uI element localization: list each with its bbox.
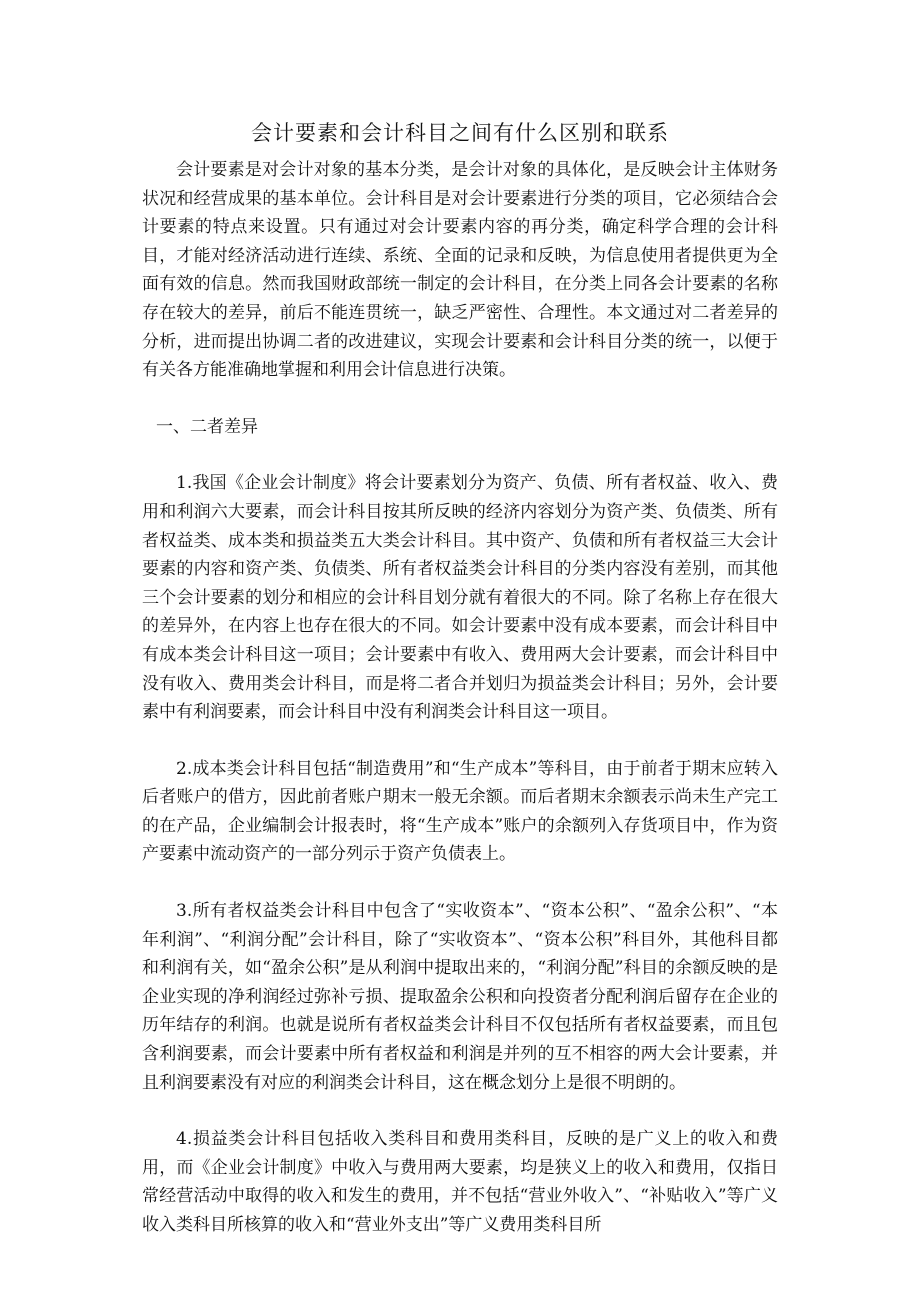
paragraph-gap — [142, 727, 778, 755]
body-paragraph-1: 1.我国《企业会计制度》将会计要素划分为资产、负债、所有者权益、收入、费用和利润六大要素，而会计科目按其所反映的经济内容划分为资产类、负债类、所有者权益类、成本类和损益类五大类会计科目。其中资产、负债和所有者权益三大会计要素的内容和资产类、负债类、所有者权益类会计科目的分类内容没有差别，而其他三个会计要素的划分和相应的会计科目划分就有着很大的不同。除了名称上存在很大的差异外，在内容上也存在很大的不同。如会计要素中没有成本要素，而会计科目中有成本类会计科目这一项目；会计要素中有收入、费用两大会计要素，而会计科目中没有收入、费用类会计科目，而是将二者合并划归为损益类会计科目；另外，会计要素中有利润要素，而会计科目中没有利润类会计科目这一项目。 — [142, 473, 778, 723]
paragraph-gap — [142, 385, 778, 413]
body-paragraph-2: 2.成本类会计科目包括“制造费用”和“生产成本”等科目，由于前者于期末应转入后者账户的借方，因此前者账户期末一般无余额。而后者期末余额表示尚未生产完工的在产品，企业编制会计报表时，将“生产成本”账户的余额列入存货项目中，作为资产要素中流动资产的一部分列示于资产负债表上。 — [142, 758, 778, 865]
paragraph-gap — [142, 1097, 778, 1125]
body-paragraph-3: 3.所有者权益类会计科目中包含了“实收资本”、“资本公积”、“盈余公积”、“本年利润”、“利润分配”会计科目，除了“实收资本”、“资本公积”科目外，其他科目都和利润有关，如“盈余公积”是从利润中提取出来的，“利润分配”科目的余额反映的是企业实现的净利润经过弥补亏损、提取盈余公积和向投资者分配利润后留存在企业的历年结存的利润。也就是说所有者权益类会计科目不仅包括所有者权益要素，而且包含利润要素，而会计要素中所有者权益和利润是并列的互不相容的两大会计要素，并且利润要素没有对应的利润类会计科目，这在概念划分上是很不明朗的。 — [142, 901, 778, 1093]
paragraph-gap — [142, 869, 778, 897]
section-heading: 一、二者差异 — [156, 416, 258, 437]
document-title: 会计要素和会计科目之间有什么区别和联系 — [251, 121, 669, 145]
body-paragraph-4: 4.损益类会计科目包括收入类科目和费用类科目，反映的是广义上的收入和费用，而《企业会计制度》中收入与费用两大要素，均是狭义上的收入和费用，仅指日常经营活动中取得的收入和发生的费用，并不包括“营业外收入”、“补贴收入”等广义收入类科目所核算的收入和“营业外支出”等广义费用类科目所 — [142, 1129, 778, 1235]
paragraph-gap — [142, 441, 778, 469]
intro-paragraph: 会计要素是对会计对象的基本分类，是会计对象的具体化，是反映会计主体财务状况和经营成果的基本单位。会计科目是对会计要素进行分类的项目，它必须结合会计要素的特点来设置。只有通过对会计要素内容的再分类，确定科学合理的会计科目，才能对经济活动进行连续、系统、全面的记录和反映，为信息使用者提供更为全面有效的信息。然而我国财政部统一制定的会计科目，在分类上同各会计要素的名称存在较大的差异，前后不能连贯统一，缺乏严密性、合理性。本文通过对二者差异的分析，进而提出协调二者的改进建议，实现会计要素和会计科目分类的统一，以便于有关各方能准确地掌握和利用会计信息进行决策。 — [142, 160, 778, 381]
